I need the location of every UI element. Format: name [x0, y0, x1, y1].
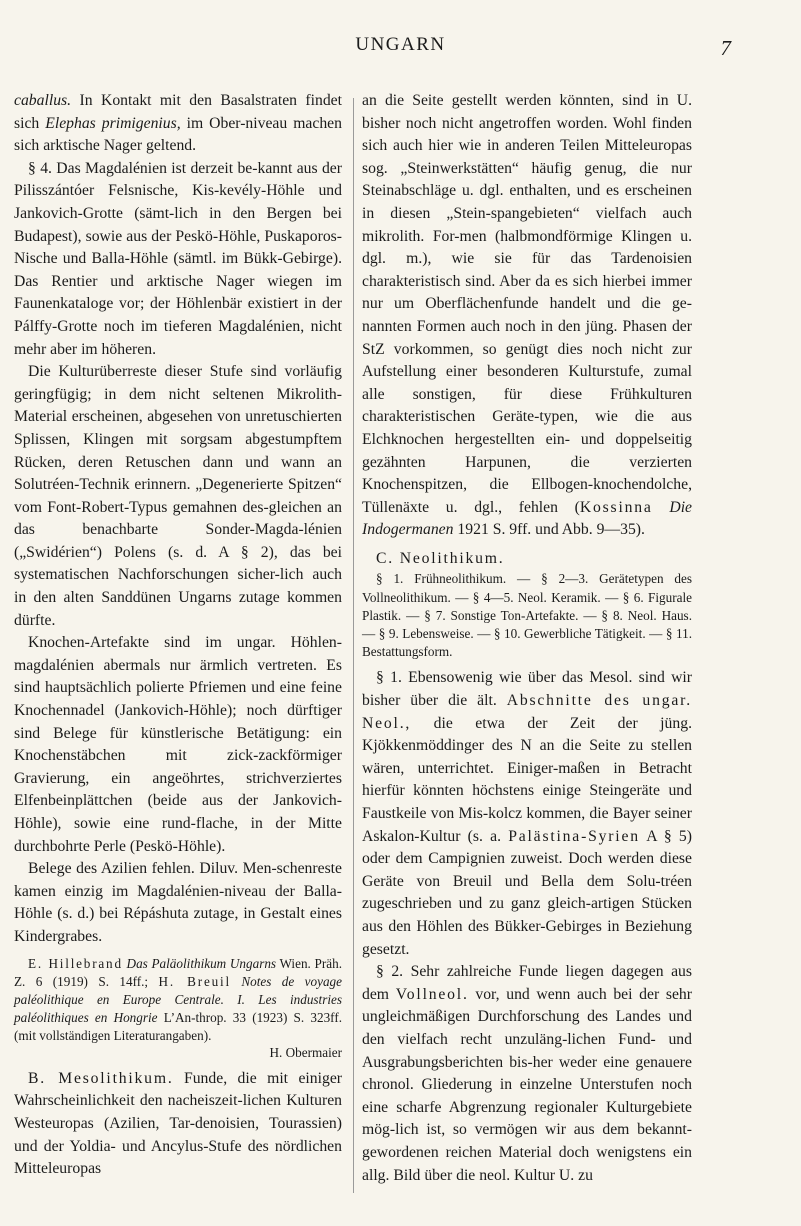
cross-reference: Palästina-Syrien — [508, 827, 640, 845]
text-run: A § 5) oder dem Campignien zuweist. Doch werden diese Geräte von Breuil und Bella dem Solu-tréen zugeschrieben und zu ganz gleich-artigen Stücken aus den Höhlen des Bükker-Gebirges in Beziehung gesetzt. — [362, 827, 692, 958]
right-column — [362, 90, 692, 1187]
text-run: an die Seite gestellt werden könnten, sind in U. bisher noch nicht angetroffen worden. Wohl finden sich auch hier wie in anderen Teilen Mitteleuropas sog. „Steinwerkstätten“ häufig genug, die nur Steinabschläge u. dgl. enthalten, und es erscheinen in diesen „Stein-spangebieten“ vielfach auch mikrolith. For-men (halbmondförmige Klingen u. dgl. m.), wie sie für das Tardenoisien charakteristisch sind. Aber da es sich hierbei immer nur um Oberflächenfunde handelt und die ge-nannten Formen auch noch in den jüng. Phasen der StZ vorkommen, so genügt dies noch nicht zur Aufstellung einer besonderen Kulturstufe, zumal alle sonstigen, für diese Frühkulturen charakteristischen Geräte-typen, wie die aus Elchknochen hergestellten ein- und doppelseitig gezähnten Harpunen, die verzierten Knochenspitzen, die Ellbogen-knochendolche, Tüllenäxte u. dgl., fehlen ( — [362, 92, 692, 516]
text-run: Funde, die mit einiger Wahrscheinlichkeit den nacheiszeit-lichen Kulturen Westeuropas (Azilien, Tar-denoisien, Tourassien) und der Yoldia- und Ancylus-Stufe des nördlichen Mitteleuropas — [14, 1069, 343, 1178]
text-run: L’An-throp. 33 (1923) S. 323ff. (mit vollständigen Literaturangaben). — [14, 1010, 343, 1044]
column-divider — [353, 98, 354, 1193]
bibliography — [14, 955, 342, 1046]
text-run: im Ober-niveau machen sich arktische Nager geltend. — [14, 114, 342, 155]
section-heading: B. Mesolithikum. — [28, 1069, 174, 1087]
work-title: Das Paläolithikum Ungarns — [126, 955, 277, 971]
left-column — [14, 90, 342, 1181]
author-name: E. Hillebrand — [28, 955, 123, 971]
text-run — [231, 974, 241, 989]
text-run — [653, 499, 670, 516]
author-name: Kossinna — [579, 498, 653, 516]
italic-term: Elephas primigenius, — [45, 114, 181, 132]
text-run: vor, und wenn auch bei der sehr ungleichmäßigen Durchforschung des Landes und den vielfach recht unzuläng-lichen Fund- und Ausgrabungsberichten bis-her weder eine genauere chronol. Gliederung in einzelne Unterstufen noch eine scharfe Abgrenzung regionaler Kulturgebiete mög-lich ist, so vermögen wir aus dem bekannt-gewordenen reichen Material doch wenigstens ein allg. Bild über die neol. Kultur U. zu — [362, 985, 692, 1184]
paragraph-mesolithikum — [14, 1068, 342, 1181]
paragraph-knochen-artefakte: Knochen-Artefakte sind im ungar. Höhlen-magdalénien abermals nur ärmlich vertreten. Es sind hauptsächlich polierte Pfriemen und eine feine Knochennadel (Jankovich-Höhle); noch dürftiger sind Belege für künstlerische Betätigung: ein Knochenstäbchen mit zick-zackförmiger Gravierung, ein angeöhrtes, strichverziertes Elfenbeinplättchen (beide aus der Jankovich-Höhle), sowie eine rund-flache, in der Mitte durchbohrte Perle (Peskö-Höhle). — [14, 634, 342, 855]
emphasized-term: Vollneol. — [395, 985, 469, 1003]
paragraph-kulturreste: Die Kulturüberreste dieser Stufe sind vorläufig geringfügig; in dem nicht seltenen Mikrolith-Material erscheinen, abgesehen von unretuschierten Splissen, Klingen mit sorgsam abgestumpftem Rücken, deren Retuschen dann und wann an Solutréen-Technik erinnern. „Degenerierte Spitzen“ vom Font-Robert-Typus gemahnen des-gleichen an das benachbarte Sonder-Magda-lénien („Swidérien“) Polens (s. d. A § 2), das bei systematischen Nachforschungen sicher-lich auch in den alten Sanddünen Ungarns zutage kommen dürfte. — [14, 363, 342, 629]
page-header — [0, 32, 801, 62]
section-contents: § 1. Frühneolithikum. — § 2—3. Gerätetypen des Vollneolithikum. — § 4—5. Neol. Keramik. — § 6. Figurale Plastik. — § 7. Sonstige Ton-Artefakte. — § 8. Neol. Haus. — § 9. Lebensweise. — § 10. Gewerbliche Tätigkeit. — § 11. Bestattungsform. — [362, 571, 692, 660]
text-run: § 1. Ebensowenig wie über das Mesol. sind wir bisher über die ält. — [362, 669, 692, 710]
section-heading-neolithikum: C. Neolithikum. — [376, 549, 505, 567]
emphasized-term: Abschnitte des ungar. Neol., — [362, 692, 692, 732]
paragraph-magdalenien: § 4. Das Magdalénien ist derzeit be-kannt aus der Pilisszántóer Felsnische, Kis-kevély-Höhle und Jankovich-Grotte (sämt-lich in den Bergen bei Budapest), sowie aus der Peskö-Höhle, Puskaporos-Nische und Balla-Höhle (sämtl. im Bükk-Gebirge). Das Rentier und arktische Nager wiegen im Faunenkataloge vor; der Höhlenbär existiert in der Pálffy-Grotte noch im tieferen Magdalénien, nicht mehr aber im höheren. — [14, 159, 342, 358]
work-title: Die Indogermanen — [362, 498, 693, 539]
paragraph-fruehneolithikum — [362, 667, 692, 961]
italic-term: caballus. — [14, 92, 72, 109]
text-run: Wien. Präh. Z. 6 (1919) S. 14ff.; — [14, 955, 343, 989]
text-run: die etwa der Zeit der jüng. Kjökkenmöddinger des N an die Seite zu stellen wären, unterrichtet. Einiger-maßen in Betracht hierfür könnten höchstens einige Steingeräte und Faustkeile von Mis-kolcz kommen, die Bayer seiner Askalon-Kultur (s. a. — [362, 714, 692, 845]
author-name: H. Breuil — [158, 973, 231, 989]
paragraph-vollneolithikum — [362, 961, 692, 1187]
page-number: 7 — [720, 36, 731, 60]
author-signature: H. Obermaier — [269, 1044, 342, 1060]
paragraph-azilien: Belege des Azilien fehlen. Diluv. Men-schenreste kamen einzig im Magdalénien-niveau der Balla-Höhle (s. d.) bei Répáshuta zutage, in Gestalt eines Kindergrabes. — [14, 860, 342, 945]
text-run: In Kontakt mit den Basalstraten findet sich — [14, 92, 342, 132]
running-title: UNGARN — [355, 34, 446, 55]
paragraph — [14, 90, 342, 158]
paragraph — [362, 90, 692, 542]
text-run: § 2. Sehr zahlreiche Funde liegen dagegen aus dem — [362, 963, 692, 1003]
text-run: 1921 S. 9ff. und Abb. 9—35). — [453, 521, 645, 539]
work-title: Notes de voyage paléolithique en Europe Centrale. I. Les industries paléolithiques en Hongrie — [14, 973, 343, 1026]
